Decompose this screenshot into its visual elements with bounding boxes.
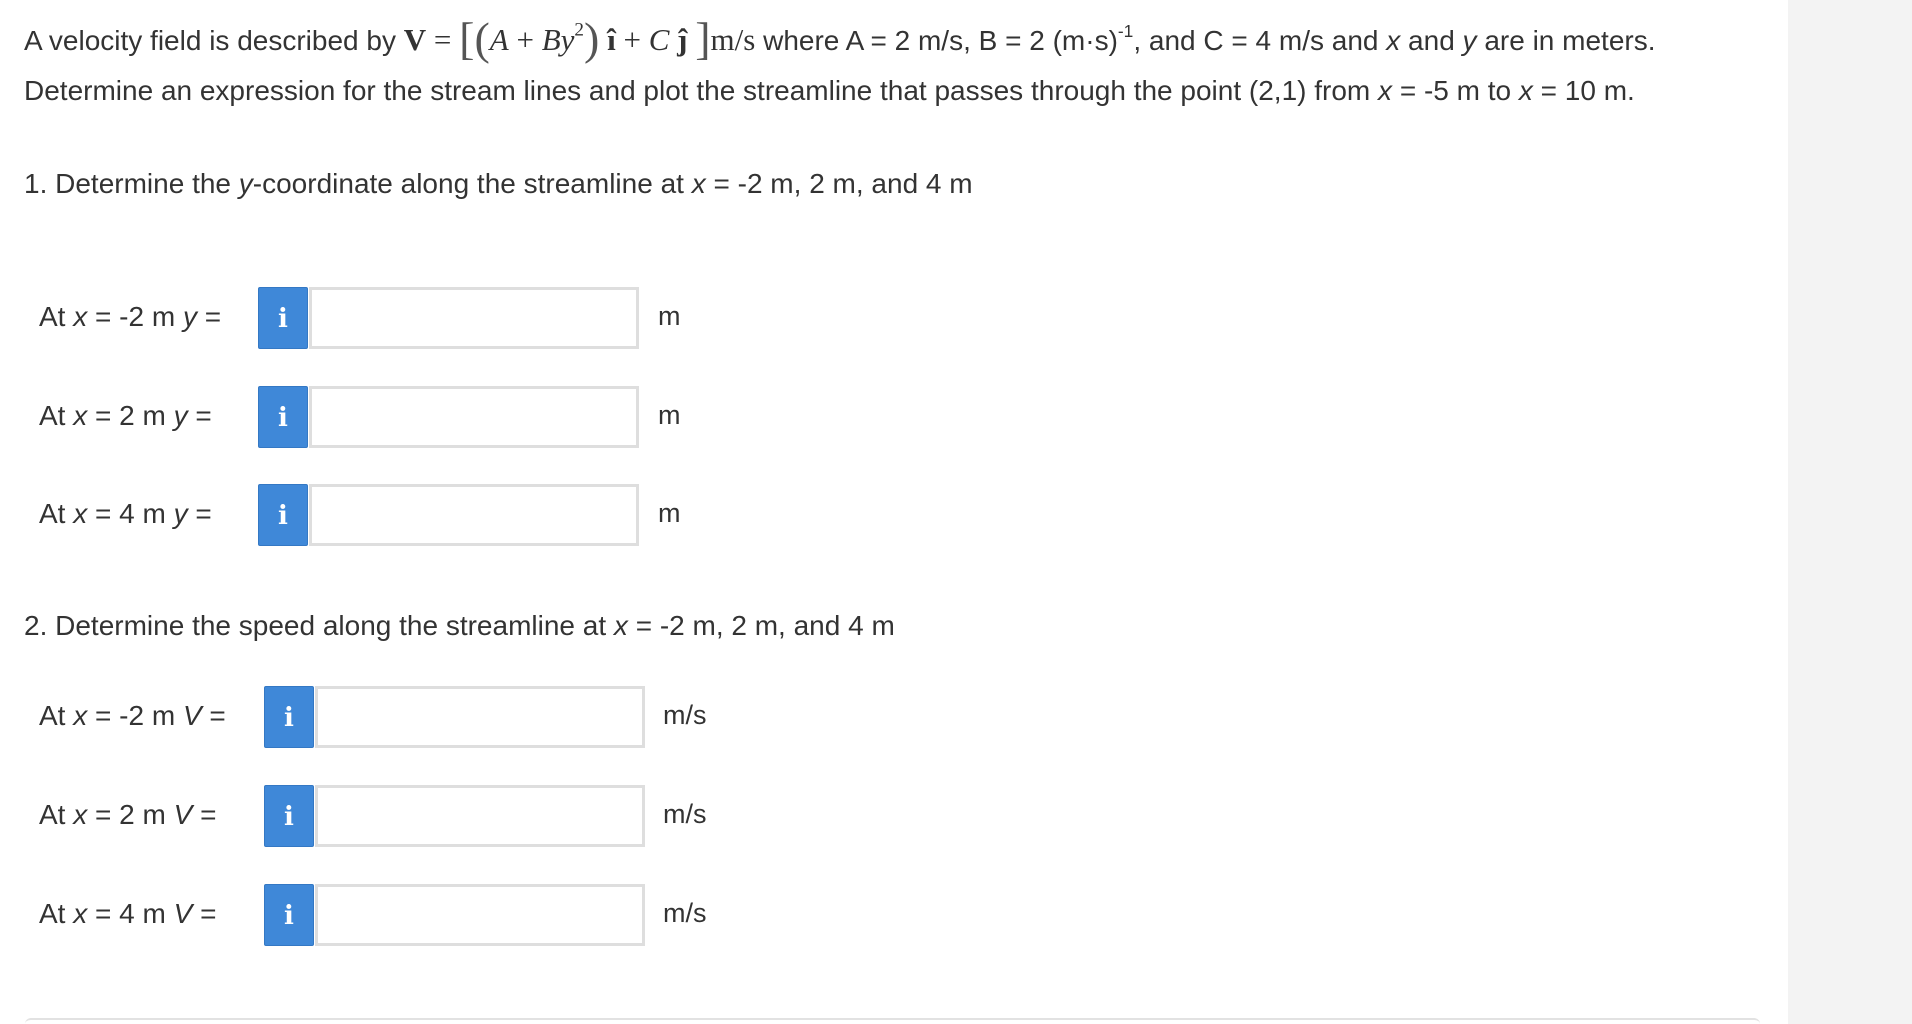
label-at: At: [39, 400, 66, 431]
B-definition-text: B = 2 (m·s): [978, 25, 1118, 56]
formula-open-bracket: [: [459, 13, 475, 64]
label-equals: =: [195, 498, 212, 529]
answer-label: [39, 700, 226, 732]
answer-label: [39, 400, 212, 432]
unit-label: m: [658, 498, 681, 528]
problem-statement: [24, 14, 1754, 116]
formula-vector: V: [403, 22, 427, 57]
formula-plus: +: [516, 22, 534, 57]
formula-A: A: [489, 22, 509, 57]
problem-intro: A velocity field is described by: [24, 25, 396, 56]
label-x: x: [73, 400, 88, 431]
answer-input-v-x4[interactable]: [315, 884, 645, 946]
answer-input-y-x2[interactable]: [309, 386, 639, 448]
formula-close-bracket: ]: [695, 13, 711, 64]
info-icon[interactable]: i: [264, 686, 314, 748]
velocity-formula: [403, 13, 763, 64]
label-equals: =: [209, 700, 226, 731]
label-x-value: = -2 m: [95, 301, 176, 332]
problem-rest: are in meters. Determine an expression for the stream lines and plot the streamline that passes through the point (2,1) from: [24, 25, 1656, 106]
range-end: = 10 m.: [1540, 75, 1635, 106]
answer-input-v-x2[interactable]: [315, 785, 645, 847]
info-icon[interactable]: i: [264, 884, 314, 946]
part1-heading-mid: -coordinate along the streamline at: [252, 168, 684, 199]
j-hat: ĵ: [677, 22, 688, 57]
formula-y: y: [560, 22, 575, 57]
x-variable: x: [1386, 25, 1401, 56]
B-exponent: -1: [1117, 20, 1134, 41]
answer-input-v-xm2[interactable]: [315, 686, 645, 748]
formula-plus-2: +: [623, 22, 641, 57]
label-at: At: [39, 498, 66, 529]
formula-unit: m/s: [710, 22, 756, 57]
range-middle: = -5 m to: [1399, 75, 1512, 106]
info-icon[interactable]: i: [258, 484, 308, 546]
unit-label: m: [658, 301, 681, 331]
label-at: At: [39, 898, 66, 929]
formula-C: C: [648, 22, 670, 57]
i-hat: î: [607, 22, 616, 57]
label-x-value: = 2 m: [95, 799, 166, 830]
answer-label: [39, 301, 221, 333]
part2-heading-post: = -2 m, 2 m, and 4 m: [635, 610, 895, 641]
answer-label: [39, 898, 216, 930]
bottom-divider: [25, 1018, 1760, 1024]
range-x-start: x: [1378, 75, 1393, 106]
part1-heading-post: = -2 m, 2 m, and 4 m: [713, 168, 973, 199]
label-var: y: [182, 301, 197, 332]
info-icon[interactable]: i: [258, 287, 308, 349]
formula-exponent: 2: [574, 19, 585, 41]
label-var: y: [173, 400, 188, 431]
part1-heading-var: y: [238, 168, 253, 199]
label-equals: =: [200, 799, 217, 830]
label-var: y: [173, 498, 188, 529]
info-icon[interactable]: i: [264, 785, 314, 847]
answer-label: [39, 498, 212, 530]
label-x-value: = -2 m: [95, 700, 176, 731]
unit-label: m/s: [663, 799, 707, 829]
label-x: x: [73, 301, 88, 332]
formula-open-paren: (: [474, 13, 490, 64]
unit-label: m/s: [663, 700, 707, 730]
part2-heading-pre: 2. Determine the speed along the streamline at: [24, 610, 607, 641]
part1-heading-x: x: [691, 168, 706, 199]
answer-label: [39, 799, 216, 831]
unit-label: m/s: [663, 898, 707, 928]
formula-equals: =: [433, 22, 452, 57]
label-equals: =: [200, 898, 217, 929]
label-x: x: [73, 898, 88, 929]
and-text-2: and: [1408, 25, 1455, 56]
label-at: At: [39, 799, 66, 830]
label-x-value: = 2 m: [95, 400, 166, 431]
info-icon[interactable]: i: [258, 386, 308, 448]
label-at: At: [39, 700, 66, 731]
A-definition: A = 2 m/s,: [845, 25, 971, 56]
formula-B: B: [541, 22, 561, 57]
label-var: V: [173, 799, 193, 830]
label-x-value: = 4 m: [95, 498, 166, 529]
B-definition: [978, 20, 1134, 56]
and-text: , and: [1133, 25, 1196, 56]
label-var: V: [173, 898, 193, 929]
label-var: V: [182, 700, 202, 731]
label-equals: =: [204, 301, 222, 332]
formula-close-paren: ): [584, 13, 600, 64]
label-x: x: [73, 498, 88, 529]
unit-label: m: [658, 400, 681, 430]
label-at: At: [39, 301, 66, 332]
y-variable: y: [1462, 25, 1477, 56]
part2-heading-x: x: [613, 610, 628, 641]
range-x-end: x: [1518, 75, 1533, 106]
answer-input-y-x4[interactable]: [309, 484, 639, 546]
label-x: x: [73, 700, 88, 731]
answer-input-y-xm2[interactable]: [309, 287, 639, 349]
where-text: where: [763, 25, 840, 56]
part1-heading-pre: 1. Determine the: [24, 168, 231, 199]
part1-heading: [24, 166, 973, 202]
label-equals: =: [195, 400, 212, 431]
label-x-value: = 4 m: [95, 898, 166, 929]
right-gutter: [1788, 0, 1912, 1024]
part2-heading: [24, 608, 895, 644]
C-definition: C = 4 m/s and: [1203, 25, 1379, 56]
label-x: x: [73, 799, 88, 830]
